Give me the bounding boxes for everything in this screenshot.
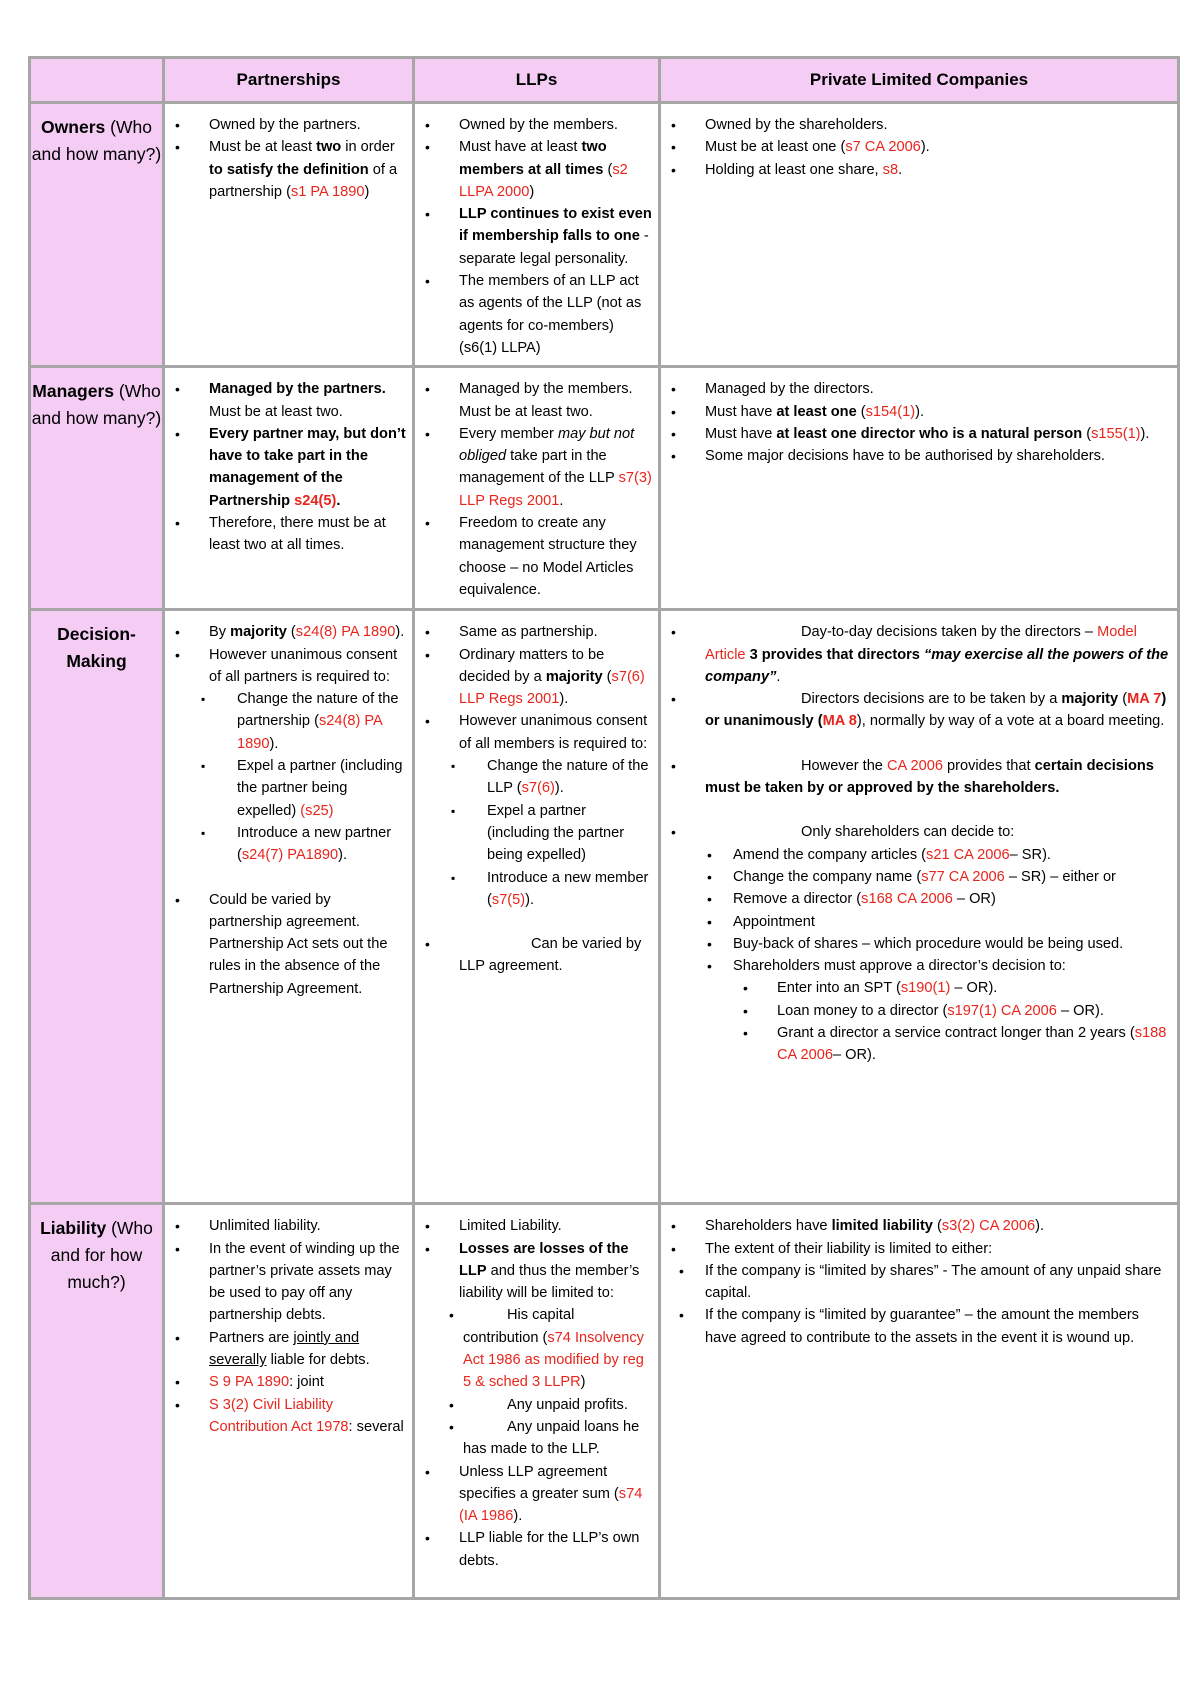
owners-partnerships: [164, 103, 414, 367]
list-item: • Shareholders must approve a director’s decision to:: [697, 955, 1171, 977]
liability-companies: [660, 1204, 1179, 1599]
list-item: • LLP continues to exist even if membership falls to one -separate legal personality.: [415, 203, 652, 270]
list-item: • Owned by the partners.: [165, 114, 406, 136]
list-item: • Only shareholders can decide to:: [661, 821, 1171, 843]
decision-companies: [660, 610, 1179, 1204]
list-item: • Unless LLP agreement specifies a greater sum (s74 (IA 1986).: [415, 1461, 652, 1528]
list-item: • Any unpaid loans he has made to the LLP.: [439, 1416, 652, 1461]
list-item: • However the CA 2006 provides that certain decisions must be taken by or approved by the shareholders.: [661, 755, 1171, 800]
list-item: • Same as partnership.: [415, 621, 652, 643]
list-item: ▪ Change the nature of the partnership (s24(8) PA 1890).: [201, 688, 406, 755]
list-item: • Ordinary matters to be decided by a majority (s7(6) LLP Regs 2001).: [415, 644, 652, 711]
owners-companies: [660, 103, 1179, 367]
list-item: • Owned by the members.: [415, 114, 652, 136]
list-item: • Any unpaid profits.: [439, 1394, 652, 1416]
list-item: ▪ Expel a partner (including the partner being expelled) (s25): [201, 755, 406, 822]
list-item: • Every member may but not obliged take part in the management of the LLP s7(3) LLP Regs 2001.: [415, 423, 652, 512]
list-item: • In the event of winding up the partner’s private assets may be used to pay off any partnership debts.: [165, 1238, 406, 1327]
list-item: • Appointment: [697, 911, 1171, 933]
list-item: • Enter into an SPT (s190(1) – OR).: [733, 977, 1171, 999]
list-item: • Remove a director (s168 CA 2006 – OR): [697, 888, 1171, 910]
list-item: ▪ Change the nature of the LLP (s7(6)).: [451, 755, 652, 800]
header-row: [30, 58, 1179, 103]
row-decision-making: [30, 610, 1179, 1204]
managers-llps: [414, 367, 660, 610]
list-item: ▪ Introduce a new partner (s24(7) PA1890).: [201, 822, 406, 867]
list-item: • Therefore, there must be at least two at all times.: [165, 512, 406, 557]
row-label-decision-making: Decision-Making: [30, 610, 164, 1204]
header-companies: Private Limited Companies: [660, 58, 1179, 103]
list-item: • Shareholders have limited liability (s3(2) CA 2006).: [661, 1215, 1171, 1237]
list-item: • Partners are jointly and severally liable for debts.: [165, 1327, 406, 1372]
header-empty: [30, 58, 164, 103]
managers-partnerships: [164, 367, 414, 610]
list-item: • S 3(2) Civil Liability Contribution Act 1978: several: [165, 1394, 406, 1439]
list-item: • Grant a director a service contract longer than 2 years (s188 CA 2006– OR).: [733, 1022, 1171, 1067]
list-item: • Directors decisions are to be taken by a majority (MA 7) or unanimously (MA 8), normally by way of a vote at a board meeting.: [661, 688, 1171, 733]
list-item: ▪ Introduce a new member (s7(5)).: [451, 867, 652, 912]
list-item: • Holding at least one share, s8.: [661, 159, 1171, 181]
list-item: • Must have at least two members at all times (s2 LLPA 2000): [415, 136, 652, 203]
decision-partnerships: [164, 610, 414, 1204]
list-item: • However unanimous consent of all partners is required to:: [165, 644, 406, 689]
row-owners: [30, 103, 1179, 367]
list-item: • The extent of their liability is limited to either:: [661, 1238, 1171, 1260]
list-item: • If the company is “limited by shares” - The amount of any unpaid share capital.: [669, 1260, 1171, 1305]
decision-llps: [414, 610, 660, 1204]
row-liability: [30, 1204, 1179, 1599]
list-item: • Must be at least one (s7 CA 2006).: [661, 136, 1171, 158]
list-item: • Must have at least one (s154(1)).: [661, 401, 1171, 423]
liability-partnerships: [164, 1204, 414, 1599]
list-item: • Every partner may, but don’t have to take part in the management of the Partnership s24(5).: [165, 423, 406, 512]
list-item: • S 9 PA 1890: joint: [165, 1371, 406, 1393]
list-item: • Losses are losses of the LLP and thus the member’s liability will be limited to:: [415, 1238, 652, 1305]
list-item: • Managed by the partners. Must be at least two.: [165, 378, 406, 423]
liability-llps: [414, 1204, 660, 1599]
list-item: • Managed by the directors.: [661, 378, 1171, 400]
list-item: • Limited Liability.: [415, 1215, 652, 1237]
list-item: • Can be varied by LLP agreement.: [415, 933, 652, 978]
list-item: • Could be varied by partnership agreement. Partnership Act sets out the rules in the absence of the Partnership Agreement.: [165, 889, 406, 1000]
list-item: • Day-to-day decisions taken by the directors – Model Article 3 provides that directors “may exercise all the powers of the company”.: [661, 621, 1171, 688]
list-item: • However unanimous consent of all members is required to:: [415, 710, 652, 755]
row-label-owners: Owners (Who and how many?): [30, 103, 164, 367]
list-item: • Unlimited liability.: [165, 1215, 406, 1237]
list-item: • The members of an LLP act as agents of the LLP (not as agents for co-members) (s6(1) LLPA): [415, 270, 652, 359]
comparison-table: [28, 56, 1180, 1600]
header-llps: LLPs: [414, 58, 660, 103]
row-managers: [30, 367, 1179, 610]
row-label-managers: Managers (Who and how many?): [30, 367, 164, 610]
list-item: • His capital contribution (s74 Insolvency Act 1986 as modified by reg 5 & sched 3 LLPR): [439, 1304, 652, 1393]
row-label-liability: Liability (Who and for how much?): [30, 1204, 164, 1599]
list-item: • Owned by the shareholders.: [661, 114, 1171, 136]
list-item: ▪ Expel a partner (including the partner being expelled): [451, 800, 652, 867]
list-item: • Loan money to a director (s197(1) CA 2006 – OR).: [733, 1000, 1171, 1022]
list-item: • By majority (s24(8) PA 1890).: [165, 621, 406, 643]
list-item: • Managed by the members. Must be at least two.: [415, 378, 652, 423]
managers-companies: [660, 367, 1179, 610]
header-partnerships: Partnerships: [164, 58, 414, 103]
list-item: • Change the company name (s77 CA 2006 – SR) – either or: [697, 866, 1171, 888]
list-item: • LLP liable for the LLP’s own debts.: [415, 1527, 652, 1572]
list-item: • Amend the company articles (s21 CA 2006– SR).: [697, 844, 1171, 866]
list-item: • Freedom to create any management structure they choose – no Model Articles equivalence.: [415, 512, 652, 601]
list-item: • Buy-back of shares – which procedure would be being used.: [697, 933, 1171, 955]
owners-llps: [414, 103, 660, 367]
list-item: • Must have at least one director who is a natural person (s155(1)).: [661, 423, 1171, 445]
list-item: • Some major decisions have to be authorised by shareholders.: [661, 445, 1171, 467]
list-item: • Must be at least two in order to satisfy the definition of a partnership (s1 PA 1890): [165, 136, 406, 203]
list-item: • If the company is “limited by guarantee” – the amount the members have agreed to contribute to the assets in the event it is wound up.: [669, 1304, 1171, 1349]
